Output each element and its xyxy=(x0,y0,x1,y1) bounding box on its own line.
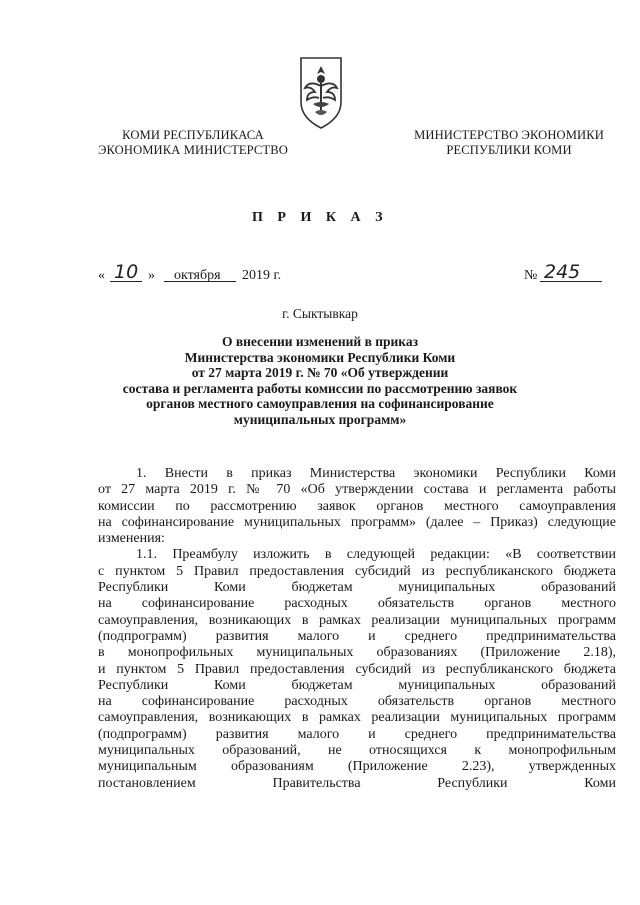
header-right-line-2: РЕСПУБЛИКИ КОМИ xyxy=(446,142,572,157)
body-line: в монопрофильных муниципальных образованиях (Приложение 2.18), xyxy=(98,645,616,661)
order-subject xyxy=(120,334,520,428)
subject-line: органов местного самоуправления на софинансирование xyxy=(146,396,494,412)
body-line: (подпрограмм) развития малого и среднего предпринимательства xyxy=(98,628,616,644)
subject-line: состава и регламента работы комиссии по рассмотрению заявок xyxy=(122,380,518,396)
body-line: изменения: xyxy=(98,531,165,547)
body-line: Республики Коми бюджетам муниципальных образований xyxy=(98,677,616,693)
body-line: на софинансирование расходных обязательств органов местного xyxy=(98,694,616,710)
body-line: 1. Внести в приказ Министерства экономики Республики Коми xyxy=(136,466,616,481)
order-number: 245 xyxy=(544,261,581,283)
header-left-line-2: ЭКОНОМИКА МИНИСТЕРСТВО xyxy=(98,142,288,157)
header-left-institution xyxy=(88,128,298,157)
subject-line: О внесении изменений в приказ xyxy=(221,334,419,349)
subject-line: от 27 марта 2019 г. № 70 «Об утверждении xyxy=(191,365,449,381)
body-line: от 27 марта 2019 г. № 70 «Об утверждении состава и регламента работы xyxy=(98,482,616,498)
date-quote-open: « xyxy=(98,268,105,283)
body-line: на софинансирование муниципальных программ» (далее – Приказ) следующие xyxy=(98,514,616,530)
body-line: (подпрограмм) развития малого и среднего предпринимательства xyxy=(98,726,616,742)
body-line: муниципальных образований, не относящихся к монопрофильным xyxy=(98,743,616,759)
body-line: Республики Коми бюджетам муниципальных образований xyxy=(98,580,616,596)
order-number-label: № xyxy=(524,268,538,283)
body-line: самоуправления, возникающих в рамках реализации муниципальных программ xyxy=(98,612,616,628)
order-title: П Р И К А З xyxy=(252,210,388,225)
body-line: 1.1. Преамбулу изложить в следующей редакции: «В соответствии xyxy=(136,547,616,563)
subject-line: муниципальных программ» xyxy=(233,411,407,427)
header-left-line-1: КОМИ РЕСПУБЛИКАСА xyxy=(122,128,264,142)
header-right-institution xyxy=(397,128,621,157)
body-line: постановлением Правительства Республики Коми xyxy=(98,775,616,791)
order-city: г. Сыктывкар xyxy=(282,306,358,321)
order-body xyxy=(98,466,616,792)
header-right-line-1: МИНИСТЕРСТВО ЭКОНОМИКИ xyxy=(414,128,604,142)
subject-line: Министерства экономики Республики Коми xyxy=(184,349,456,365)
body-line: с пунктом 5 Правил предоставления субсидий из республиканского бюджета xyxy=(98,563,616,579)
order-day: 10 xyxy=(114,261,139,283)
order-year: 2019 г. xyxy=(242,268,282,283)
body-line: самоуправления, возникающих в рамках реализации муниципальных программ xyxy=(98,710,616,726)
day-underline xyxy=(110,281,142,282)
number-underline xyxy=(540,281,602,282)
body-line: и пунктом 5 Правил предоставления субсидий из республиканского бюджета xyxy=(98,661,616,677)
order-date-number-row xyxy=(98,262,608,284)
date-quote-close: » xyxy=(148,268,155,283)
body-line: муниципальным образованиям (Приложение 2.23), утвержденных xyxy=(98,759,616,775)
komi-republic-coat-of-arms-icon xyxy=(297,52,345,132)
body-line: комиссии по рассмотрению заявок органов местного самоуправления xyxy=(98,498,616,514)
month-underline xyxy=(164,281,236,282)
body-line: на софинансирование расходных обязательств органов местного xyxy=(98,596,616,612)
order-month: октября xyxy=(174,268,221,283)
